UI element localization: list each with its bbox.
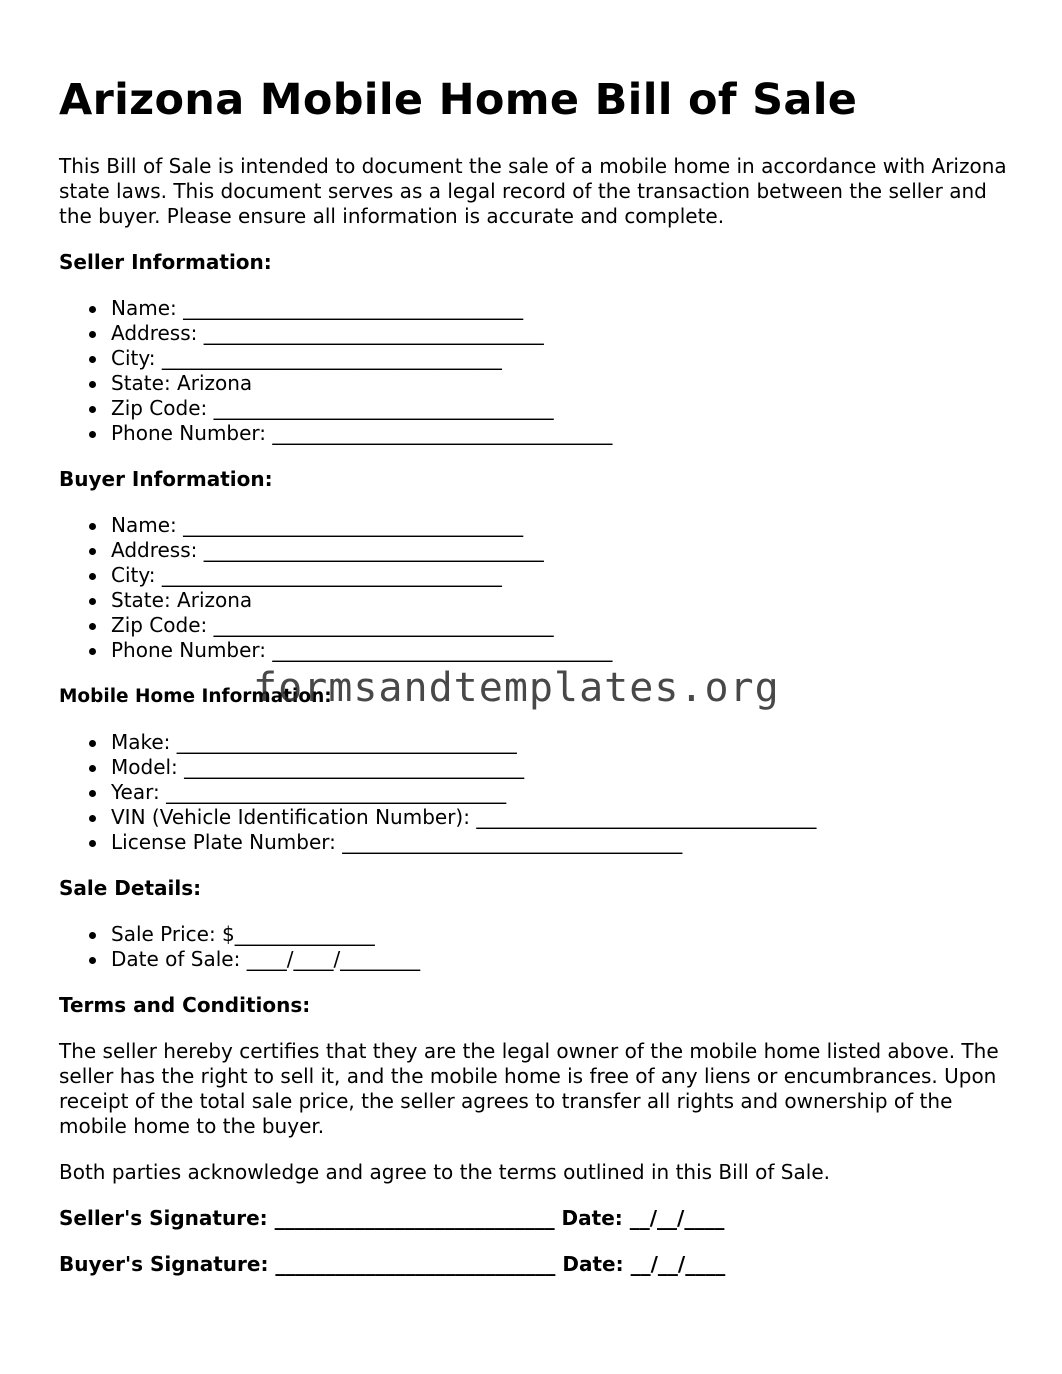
date-of-sale-field[interactable]: Date of Sale: ____/____/________ [111, 947, 1009, 972]
mobile-home-heading: Mobile Home Information: [59, 686, 332, 707]
vin-field[interactable]: VIN (Vehicle Identification Number): __________________________________ [111, 805, 1009, 830]
buyer-address-field[interactable]: Address: __________________________________ [111, 538, 1009, 563]
buyer-name-field[interactable]: Name: __________________________________ [111, 513, 1009, 538]
seller-state-field: State: Arizona [111, 371, 1009, 396]
seller-name-field[interactable]: Name: __________________________________ [111, 296, 1009, 321]
seller-list [59, 296, 1009, 446]
buyer-state-field: State: Arizona [111, 588, 1009, 613]
terms-heading: Terms and Conditions: [59, 993, 311, 1017]
seller-zip-field[interactable]: Zip Code: __________________________________ [111, 396, 1009, 421]
terms-paragraph: The seller hereby certifies that they are the legal owner of the mobile home listed above. The seller has the right to sell it, and the mobile home is free of any liens or encumbrances. Upon receipt of the total sale price, the seller agrees to transfer all rights and ownership of the mobile home to the buyer. [59, 1039, 999, 1138]
buyer-city-field[interactable]: City: __________________________________ [111, 563, 1009, 588]
document-title: Arizona Mobile Home Bill of Sale [59, 75, 858, 125]
seller-city-field[interactable]: City: __________________________________ [111, 346, 1009, 371]
year-field[interactable]: Year: __________________________________ [111, 780, 1009, 805]
document-page [59, 74, 1009, 1277]
watermark: formsandtemplates.org [253, 665, 780, 711]
buyer-signature-line[interactable]: Buyer's Signature: ____________________________ Date: __/__/____ [59, 1252, 726, 1276]
seller-phone-field[interactable]: Phone Number: __________________________________ [111, 421, 1009, 446]
sale-details-heading: Sale Details: [59, 876, 202, 900]
buyer-zip-field[interactable]: Zip Code: __________________________________ [111, 613, 1009, 638]
acknowledgement-paragraph: Both parties acknowledge and agree to the terms outlined in this Bill of Sale. [59, 1160, 830, 1184]
seller-signature-line[interactable]: Seller's Signature: ____________________________ Date: __/__/____ [59, 1206, 725, 1230]
seller-address-field[interactable]: Address: __________________________________ [111, 321, 1009, 346]
sale-price-field[interactable]: Sale Price: $______________ [111, 922, 1009, 947]
model-field[interactable]: Model: __________________________________ [111, 755, 1009, 780]
buyer-list [59, 513, 1009, 663]
license-plate-field[interactable]: License Plate Number: __________________________________ [111, 830, 1009, 855]
seller-heading: Seller Information: [59, 250, 272, 274]
intro-paragraph: This Bill of Sale is intended to document the sale of a mobile home in accordance with Arizona state laws. This document serves as a legal record of the transaction between the seller and the buyer. Please ensure all information is accurate and complete. [59, 154, 1007, 228]
sale-details-list [59, 922, 1009, 972]
buyer-heading: Buyer Information: [59, 467, 273, 491]
make-field[interactable]: Make: __________________________________ [111, 730, 1009, 755]
buyer-phone-field[interactable]: Phone Number: __________________________________ [111, 638, 1009, 663]
mobile-home-list [59, 730, 1009, 855]
